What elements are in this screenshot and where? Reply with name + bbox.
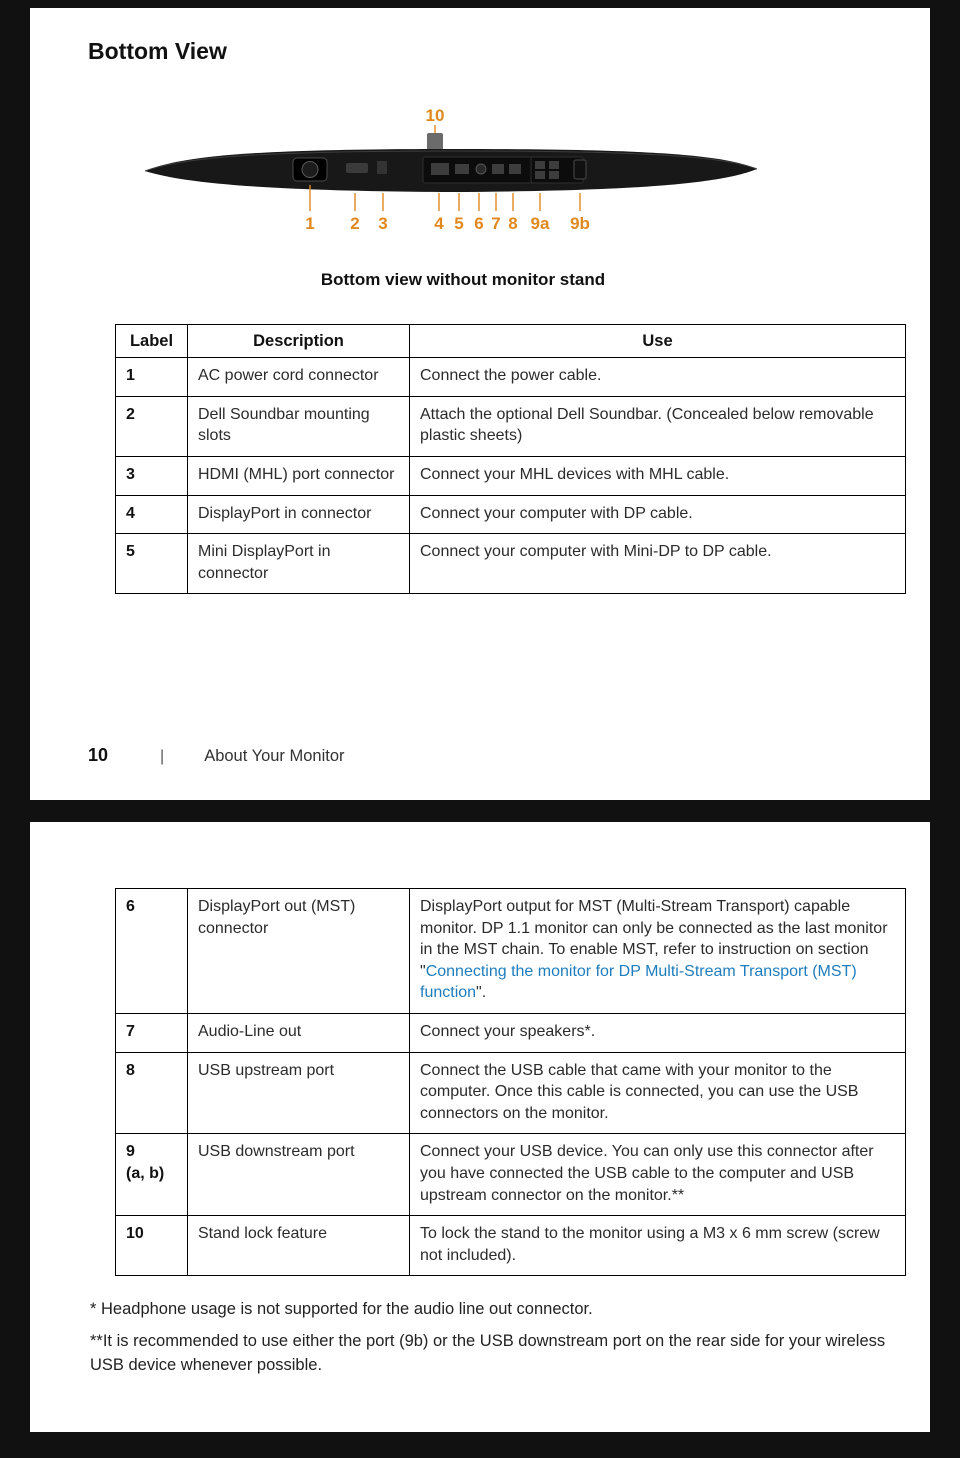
callout-7: 7 xyxy=(491,214,501,233)
page-title: Bottom View xyxy=(88,38,227,64)
table-row xyxy=(116,495,906,534)
label-cell xyxy=(116,1134,188,1216)
label-line-1: 9 xyxy=(126,1143,135,1161)
use-cell: Connect your speakers*. xyxy=(410,1013,906,1052)
label-cell: 6 xyxy=(116,889,188,1014)
connector-table-1 xyxy=(115,324,906,594)
label-cell: 10 xyxy=(116,1216,188,1276)
usb-downstream-port-2 xyxy=(535,171,545,179)
callout-10: 10 xyxy=(425,107,445,125)
audio-line-out xyxy=(476,164,486,174)
description-cell: DisplayPort in connector xyxy=(188,495,410,534)
soundbar-slot xyxy=(377,161,387,174)
use-cell: Connect your computer with Mini-DP to DP cable. xyxy=(410,534,906,594)
label-line-2: (a, b) xyxy=(126,1164,165,1182)
label-cell: 3 xyxy=(116,457,188,496)
page-footer xyxy=(88,745,345,766)
table-row xyxy=(116,534,906,594)
callout-1: 1 xyxy=(305,214,315,233)
table-row xyxy=(116,457,906,496)
callout-3: 3 xyxy=(378,214,388,233)
manual-page-1 xyxy=(30,8,930,800)
footer-separator: | xyxy=(160,748,165,765)
table-row xyxy=(116,889,906,1014)
callout-6: 6 xyxy=(474,214,484,233)
description-cell: AC power cord connector xyxy=(188,358,410,397)
mst-section-link[interactable]: Connecting the monitor for DP Multi-Stream Transport (MST) function xyxy=(420,962,857,1002)
description-cell: USB upstream port xyxy=(188,1052,410,1134)
label-cell: 7 xyxy=(116,1013,188,1052)
usb-downstream-9a xyxy=(535,161,545,169)
use-cell: Connect your USB device. You can only use this connector after you have connected the USB cable to the computer and USB upstream connector on the monitor.** xyxy=(410,1134,906,1216)
usb-downstream-port-3 xyxy=(549,161,559,169)
power-connector-socket xyxy=(302,162,318,178)
label-cell: 1 xyxy=(116,358,188,397)
footer-section-title: About Your Monitor xyxy=(204,747,345,765)
table-row xyxy=(116,396,906,456)
page-number: 10 xyxy=(88,745,109,765)
table-row xyxy=(116,1216,906,1276)
use-cell: Connect your computer with DP cable. xyxy=(410,495,906,534)
use-text-after-link: ". xyxy=(476,984,487,1002)
displayport-in xyxy=(431,163,449,175)
description-cell: Audio-Line out xyxy=(188,1013,410,1052)
callout-5: 5 xyxy=(454,214,464,233)
page-gap xyxy=(0,800,960,822)
use-cell: Connect your MHL devices with MHL cable. xyxy=(410,457,906,496)
footnote-usb: **It is recommended to use either the port (9b) or the USB downstream port on the rear side for your wireless USB device whenever possible. xyxy=(90,1332,886,1375)
description-cell: Dell Soundbar mounting slots xyxy=(188,396,410,456)
description-cell: DisplayPort out (MST) connector xyxy=(188,889,410,1014)
label-cell: 5 xyxy=(116,534,188,594)
description-cell: Mini DisplayPort in connector xyxy=(188,534,410,594)
callout-2: 2 xyxy=(350,214,360,233)
use-cell: Connect the power cable. xyxy=(410,358,906,397)
callout-8: 8 xyxy=(508,214,518,233)
usb-downstream-9b xyxy=(574,160,586,179)
table-header-row xyxy=(116,325,906,358)
monitor-bottom-diagram xyxy=(143,107,783,244)
use-cell: To lock the stand to the monitor using a M3 x 6 mm screw (screw not included). xyxy=(410,1216,906,1276)
hdmi-port xyxy=(346,163,368,173)
table-row xyxy=(116,1052,906,1134)
table-row xyxy=(116,358,906,397)
diagram-caption: Bottom view without monitor stand xyxy=(320,270,606,289)
monitor-bottom-illustration xyxy=(143,107,783,239)
table-row xyxy=(116,1134,906,1216)
mini-displayport-in xyxy=(455,164,469,174)
footnotes xyxy=(90,1298,896,1378)
usb-upstream-port xyxy=(492,164,504,174)
connector-table-2 xyxy=(115,888,906,1276)
use-cell xyxy=(410,889,906,1014)
displayport-out xyxy=(509,164,521,174)
column-header-description: Description xyxy=(188,325,410,358)
manual-page-2 xyxy=(30,822,930,1432)
table-row xyxy=(116,1013,906,1052)
description-cell: USB downstream port xyxy=(188,1134,410,1216)
callout-9a: 9a xyxy=(530,214,550,233)
use-cell: Attach the optional Dell Soundbar. (Concealed below removable plastic sheets) xyxy=(410,396,906,456)
column-header-label: Label xyxy=(116,325,188,358)
use-cell: Connect the USB cable that came with your monitor to the computer. Once this cable is connected, you can use the USB connectors on the monitor. xyxy=(410,1052,906,1134)
description-cell: HDMI (MHL) port connector xyxy=(188,457,410,496)
label-cell: 4 xyxy=(116,495,188,534)
use-text-before-link: DisplayPort output for MST (Multi-Stream Transport) capable monitor. DP 1.1 monitor can only be connected as the last monitor in the MST chain. To enable MST, refer to instruction on section " xyxy=(420,898,888,980)
label-cell: 8 xyxy=(116,1052,188,1134)
label-cell: 2 xyxy=(116,396,188,456)
stand-lock-tab xyxy=(427,133,443,151)
usb-downstream-port-4 xyxy=(549,171,559,179)
description-cell: Stand lock feature xyxy=(188,1216,410,1276)
column-header-use: Use xyxy=(410,325,906,358)
callout-4: 4 xyxy=(434,214,444,233)
callout-9b: 9b xyxy=(570,214,590,233)
footnote-headphone: * Headphone usage is not supported for the audio line out connector. xyxy=(90,1300,593,1319)
